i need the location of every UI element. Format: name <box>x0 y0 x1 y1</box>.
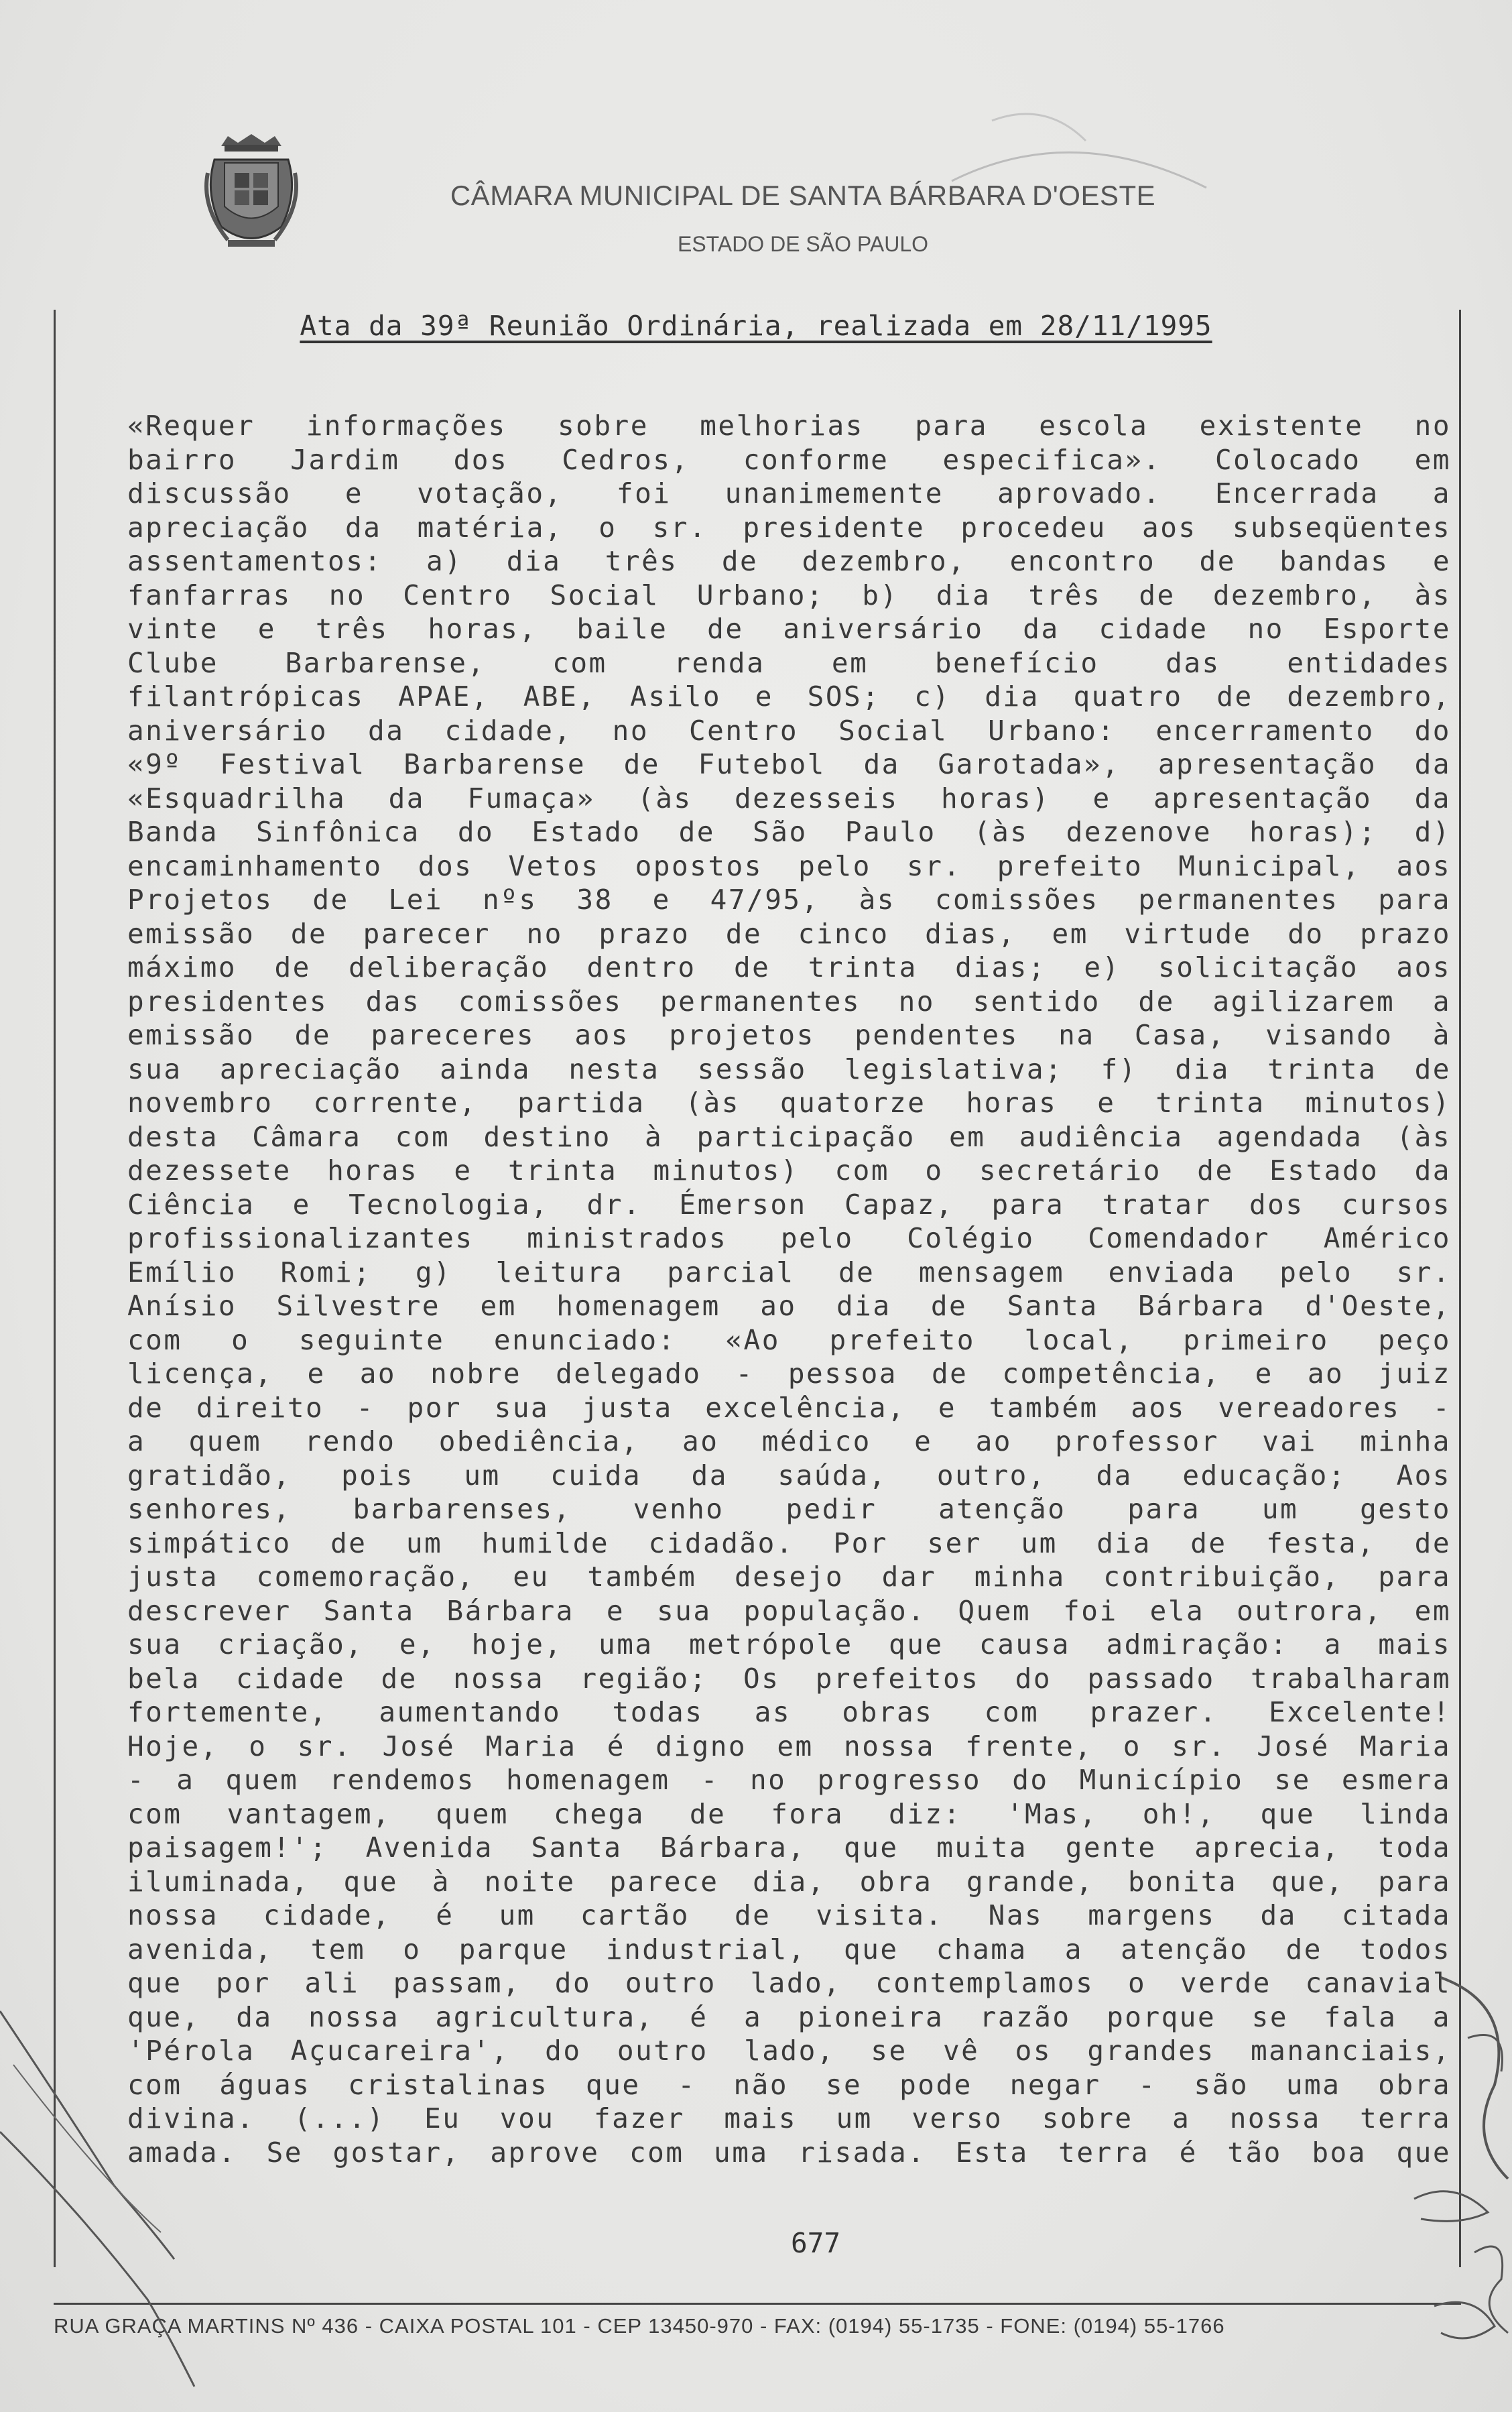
page-number: 677 <box>791 2227 841 2259</box>
body-line: gratidão, pois um cuida da saúda, outro, da educação; Aos <box>127 1459 1451 1492</box>
body-line: Clube Barbarense, com renda em benefício das entidades <box>127 646 1451 679</box>
footer-rule <box>54 2303 1461 2305</box>
body-line: «Requer informações sobre melhorias para escola existente no <box>127 410 1451 442</box>
body-line: Hoje, o sr. José Maria é digno em nossa frente, o sr. José Maria <box>127 1730 1451 1762</box>
body-line: novembro corrente, partida (às quatorze horas e trinta minutos) <box>127 1087 1451 1119</box>
body-line: senhores, barbarenses, venho pedir atenção para um gesto <box>127 1493 1451 1525</box>
body-line: nossa cidade, é um cartão de visita. Nas margens da citada <box>127 1899 1451 1931</box>
body-line: com águas cristalinas que - não se pode negar - são uma obra <box>127 2068 1451 2101</box>
body-line: profissionalizantes ministrados pelo Colégio Comendador Américo <box>127 1222 1451 1254</box>
body-line: a quem rendo obediência, ao médico e ao professor vai minha <box>127 1425 1451 1457</box>
body-line: «9º Festival Barbarense de Futebol da Garotada», apresentação da <box>127 748 1451 780</box>
document-heading: Ata da 39ª Reunião Ordinária, realizada em 28/11/1995 <box>300 310 1212 342</box>
body-line: 'Pérola Açucareira', do outro lado, se vê os grandes mananciais, <box>127 2035 1451 2067</box>
body-line: Ciência e Tecnologia, dr. Émerson Capaz, para tratar dos cursos <box>127 1188 1451 1221</box>
institution-subtitle: ESTADO DE SÃO PAULO <box>677 232 928 256</box>
body-line: desta Câmara com destino à participação em audiência agendada (às <box>127 1120 1451 1153</box>
body-line: de direito - por sua justa excelência, e também aos vereadores - <box>127 1391 1451 1424</box>
body-line: apreciação da matéria, o sr. presidente procedeu aos subseqüentes <box>127 511 1451 544</box>
body-line: encaminhamento dos Vetos opostos pelo sr. prefeito Municipal, aos <box>127 849 1451 882</box>
body-line: fortemente, aumentando todas as obras com prazer. Excelente! <box>127 1696 1451 1728</box>
footer-address: RUA GRAÇA MARTINS Nº 436 - CAIXA POSTAL 101 - CEP 13450-970 - FAX: (0194) 55-1735 - FONE: (0194) 55-1766 <box>54 2314 1225 2338</box>
body-line: que por ali passam, do outro lado, contemplamos o verde canavial <box>127 1967 1451 1999</box>
body-line: avenida, tem o parque industrial, que chama a atenção de todos <box>127 1933 1451 1966</box>
body-line: com vantagem, quem chega de fora diz: 'Mas, oh!, que linda <box>127 1797 1451 1830</box>
body-line: filantrópicas APAE, ABE, Asilo e SOS; c) dia quatro de dezembro, <box>127 680 1451 713</box>
body-line: - a quem rendemos homenagem - no progresso do Município se esmera <box>127 1764 1451 1796</box>
body-line: Emílio Romi; g) leitura parcial de mensagem enviada pelo sr. <box>127 1256 1451 1288</box>
body-line: discussão e votação, foi unanimemente aprovado. Encerrada a <box>127 477 1451 509</box>
body-line: paisagem!'; Avenida Santa Bárbara, que muita gente aprecia, toda <box>127 1831 1451 1864</box>
body-line: bairro Jardim dos Cedros, conforme especifica». Colocado em <box>127 443 1451 476</box>
body-line: licença, e ao nobre delegado - pessoa de competência, e ao juiz <box>127 1358 1451 1390</box>
body-line: divina. (...) Eu vou fazer mais um verso sobre a nossa terra <box>127 2102 1451 2134</box>
body-line: amada. Se gostar, aprove com uma risada. Esta terra é tão boa que <box>127 2136 1451 2169</box>
body-line: simpático de um humilde cidadão. Por ser um dia de festa, de <box>127 1526 1451 1559</box>
body-line: sua criação, e, hoje, uma metrópole que causa admiração: a mais <box>127 1628 1451 1661</box>
left-margin-rule <box>54 310 56 2267</box>
body-line: com o seguinte enunciado: «Ao prefeito local, primeiro peço <box>127 1323 1451 1356</box>
body-line: aniversário da cidade, no Centro Social Urbano: encerramento do <box>127 714 1451 747</box>
body-line: vinte e três horas, baile de aniversário da cidade no Esporte <box>127 613 1451 645</box>
body-line: justa comemoração, eu também desejo dar minha contribuição, para <box>127 1561 1451 1593</box>
right-margin-rule <box>1459 310 1461 2267</box>
body-line: Projetos de Lei nºs 38 e 47/95, às comissões permanentes para <box>127 884 1451 916</box>
body-line: emissão de pareceres aos projetos pendentes na Casa, visando à <box>127 1019 1451 1051</box>
document-body <box>127 409 1451 2169</box>
body-line: emissão de parecer no prazo de cinco dias, em virtude do prazo <box>127 917 1451 950</box>
body-line: dezessete horas e trinta minutos) com o secretário de Estado da <box>127 1154 1451 1187</box>
body-line: máximo de deliberação dentro de trinta dias; e) solicitação aos <box>127 951 1451 983</box>
body-line: bela cidade de nossa região; Os prefeitos do passado trabalharam <box>127 1662 1451 1695</box>
body-line: Anísio Silvestre em homenagem ao dia de Santa Bárbara d'Oeste, <box>127 1290 1451 1322</box>
body-line: iluminada, que à noite parece dia, obra grande, bonita que, para <box>127 1865 1451 1898</box>
institution-title: CÂMARA MUNICIPAL DE SANTA BÁRBARA D'OESTE <box>450 180 1156 211</box>
body-line: descrever Santa Bárbara e sua população. Quem foi ela outrora, em <box>127 1594 1451 1627</box>
body-line: que, da nossa agricultura, é a pioneira razão porque se fala a <box>127 2000 1451 2033</box>
body-line: assentamentos: a) dia três de dezembro, encontro de bandas e <box>127 545 1451 577</box>
body-line: Banda Sinfônica do Estado de São Paulo (às dezenove horas); d) <box>127 816 1451 848</box>
body-line: presidentes das comissões permanentes no sentido de agilizarem a <box>127 985 1451 1018</box>
body-line: fanfarras no Centro Social Urbano; b) dia três de dezembro, às <box>127 579 1451 611</box>
body-line: «Esquadrilha da Fumaça» (às dezesseis horas) e apresentação da <box>127 782 1451 815</box>
body-line: sua apreciação ainda nesta sessão legislativa; f) dia trinta de <box>127 1052 1451 1085</box>
